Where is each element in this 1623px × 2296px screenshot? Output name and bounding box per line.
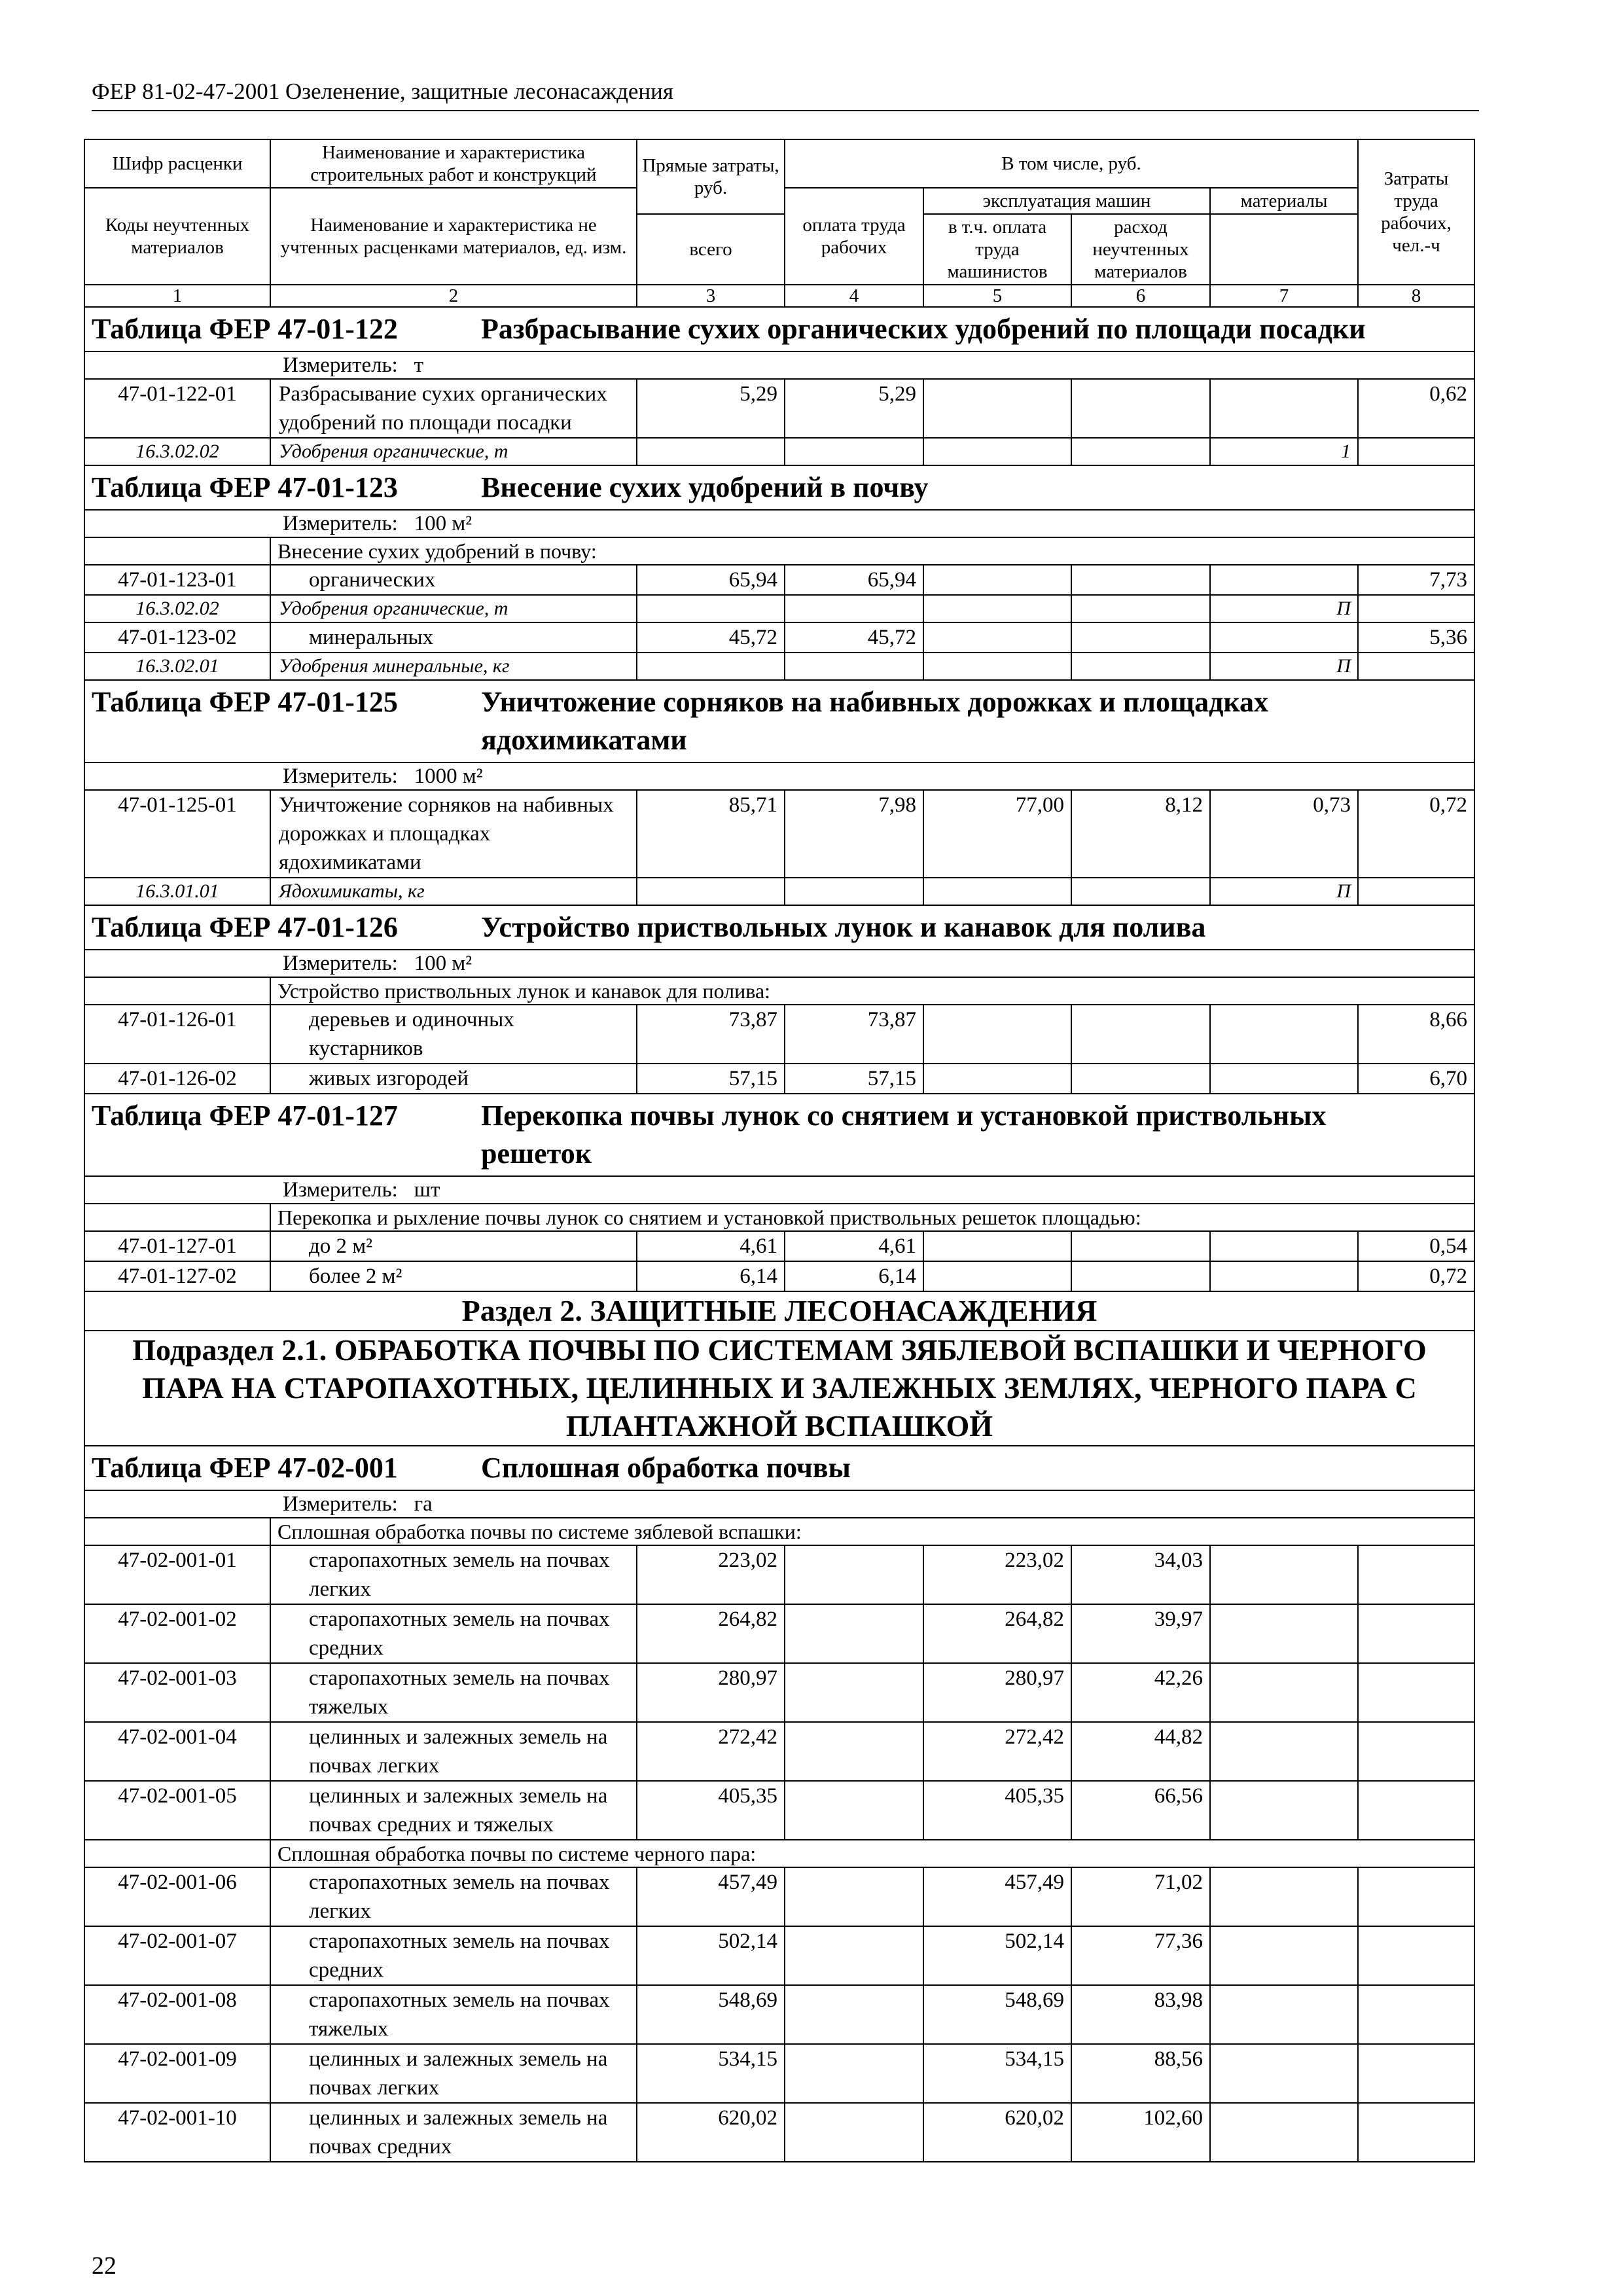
col-num-4: 4 — [785, 285, 923, 307]
table-title: Таблица ФЕР 47-01-123 Внесение сухих удобрений в почву — [84, 465, 1474, 510]
table-row: 47-01-126-02 живых изгородей 57,15 57,15 6,70 — [84, 1064, 1474, 1094]
table-row: 47-01-127-02 более 2 м² 6,14 6,14 0,72 — [84, 1261, 1474, 1291]
table-title: Таблица ФЕР 47-01-125 Уничтожение сорняков на набивных дорожках и площадках ядохимикатами — [84, 680, 1474, 762]
col-num-5: 5 — [923, 285, 1071, 307]
material-row: 16.3.01.01 Ядохимикаты, кг П — [84, 878, 1474, 905]
table-row: 47-01-123-01 органических 65,94 65,94 7,73 — [84, 565, 1474, 595]
header-wage: оплата труда рабочих — [785, 188, 923, 285]
header-incl-wage: в т.ч. оплата труда машинистов — [923, 214, 1071, 285]
table-row: 47-01-126-01 деревьев и одиночных кустарников 73,87 73,87 8,66 — [84, 1005, 1474, 1064]
table-row: 47-02-001-10 целинных и залежных земель на почвах средних 620,02 620,02 102,60 — [84, 2103, 1474, 2162]
header-direct: Прямые затраты, руб. — [637, 139, 785, 214]
col-num-3: 3 — [637, 285, 785, 307]
subheader: Сплошная обработка почвы по системе зяблевой вспашки: — [270, 1518, 1474, 1545]
table-row: 47-01-122-01 Разбрасывание сухих органических удобрений по площади посадки 5,29 5,29 0,62 — [84, 379, 1474, 438]
page-header: ФЕР 81-02-47-2001 Озеленение, защитные лесонасаждения — [92, 73, 1479, 111]
measurer: Измеритель: 100 м² — [84, 510, 1474, 537]
header-materials: материалы — [1210, 188, 1358, 214]
section-title: Раздел 2. ЗАЩИТНЫЕ ЛЕСОНАСАЖДЕНИЯ — [84, 1291, 1474, 1331]
subsection-title: Подраздел 2.1. ОБРАБОТКА ПОЧВЫ ПО СИСТЕМАМ ЗЯБЛЕВОЙ ВСПАШКИ И ЧЕРНОГО ПАРА НА СТАРОПАХОТНЫХ, ЦЕЛИННЫХ И ЗАЛЕЖНЫХ ЗЕМЛЯХ, ЧЕРНОГО ПАРА С ПЛАНТАЖНОЙ ВСПАШКОЙ — [84, 1331, 1474, 1446]
table-row: 47-02-001-09 целинных и залежных земель на почвах легких 534,15 534,15 88,56 — [84, 2044, 1474, 2103]
header-codes-mat: Коды неучтенных материалов — [84, 188, 270, 285]
subheader: Сплошная обработка почвы по системе черного пара: — [270, 1840, 1474, 1867]
material-row: 16.3.02.02 Удобрения органические, т 1 — [84, 438, 1474, 465]
subheader: Устройство приствольных лунок и канавок для полива: — [270, 977, 1474, 1005]
header-labor: Затраты труда рабочих, чел.-ч — [1358, 139, 1474, 285]
rates-table — [84, 139, 1475, 2162]
material-row: 16.3.02.02 Удобрения органические, т П — [84, 595, 1474, 622]
table-row: 47-01-125-01 Уничтожение сорняков на набивных дорожках и площадках ядохимикатами 85,71 7,98 77,00 8,12 0,73 0,72 — [84, 790, 1474, 878]
table-row: 47-02-001-03 старопахотных земель на почвах тяжелых 280,97 280,97 42,26 — [84, 1663, 1474, 1722]
table-row: 47-01-123-02 минеральных 45,72 45,72 5,36 — [84, 622, 1474, 653]
subheader: Перекопка и рыхление почвы лунок со снятием и установкой приствольных решеток площадью: — [270, 1204, 1474, 1231]
col-num-7: 7 — [1210, 285, 1358, 307]
header-name-mat: Наименование и характеристика не учтенных расценками материалов, ед. изм. — [270, 188, 637, 285]
header-code: Шифр расценки — [84, 139, 270, 188]
header-total: всего — [637, 214, 785, 285]
material-row: 16.3.02.01 Удобрения минеральные, кг П — [84, 653, 1474, 680]
table-row: 47-02-001-07 старопахотных земель на почвах средних 502,14 502,14 77,36 — [84, 1926, 1474, 1985]
header-machines: эксплуатация машин — [923, 188, 1210, 214]
measurer: Измеритель: 100 м² — [84, 950, 1474, 977]
measurer: Измеритель: 1000 м² — [84, 762, 1474, 790]
col-num-1: 1 — [84, 285, 270, 307]
measurer: Измеритель: га — [84, 1490, 1474, 1518]
table-title: Таблица ФЕР 47-01-122 Разбрасывание сухих органических удобрений по площади посадки — [84, 307, 1474, 351]
col-num-6: 6 — [1071, 285, 1210, 307]
table-row: 47-01-127-01 до 2 м² 4,61 4,61 0,54 — [84, 1231, 1474, 1261]
subheader: Внесение сухих удобрений в почву: — [270, 537, 1474, 565]
table-row: 47-02-001-05 целинных и залежных земель на почвах средних и тяжелых 405,35 405,35 66,56 — [84, 1781, 1474, 1840]
header-incl: В том числе, руб. — [785, 139, 1358, 188]
table-row: 47-02-001-02 старопахотных земель на почвах средних 264,82 264,82 39,97 — [84, 1604, 1474, 1663]
col-num-8: 8 — [1358, 285, 1474, 307]
header-name: Наименование и характеристика строительных работ и конструкций — [270, 139, 637, 188]
measurer: Измеритель: т — [84, 351, 1474, 379]
col-num-2: 2 — [270, 285, 637, 307]
table-row: 47-02-001-06 старопахотных земель на почвах легких 457,49 457,49 71,02 — [84, 1867, 1474, 1926]
measurer: Измеритель: шт — [84, 1176, 1474, 1204]
table-row: 47-02-001-01 старопахотных земель на почвах легких 223,02 223,02 34,03 — [84, 1545, 1474, 1604]
table-title: Таблица ФЕР 47-01-126 Устройство приствольных лунок и канавок для полива — [84, 905, 1474, 950]
table-title: Таблица ФЕР 47-01-127 Перекопка почвы лунок со снятием и установкой приствольных решеток — [84, 1094, 1474, 1176]
header-consumption: расход неучтенных материалов — [1071, 214, 1210, 285]
table-row: 47-02-001-04 целинных и залежных земель на почвах легких 272,42 272,42 44,82 — [84, 1722, 1474, 1781]
page-number: 22 — [92, 2252, 116, 2280]
table-row: 47-02-001-08 старопахотных земель на почвах тяжелых 548,69 548,69 83,98 — [84, 1985, 1474, 2044]
table-title: Таблица ФЕР 47-02-001 Сплошная обработка почвы — [84, 1446, 1474, 1490]
